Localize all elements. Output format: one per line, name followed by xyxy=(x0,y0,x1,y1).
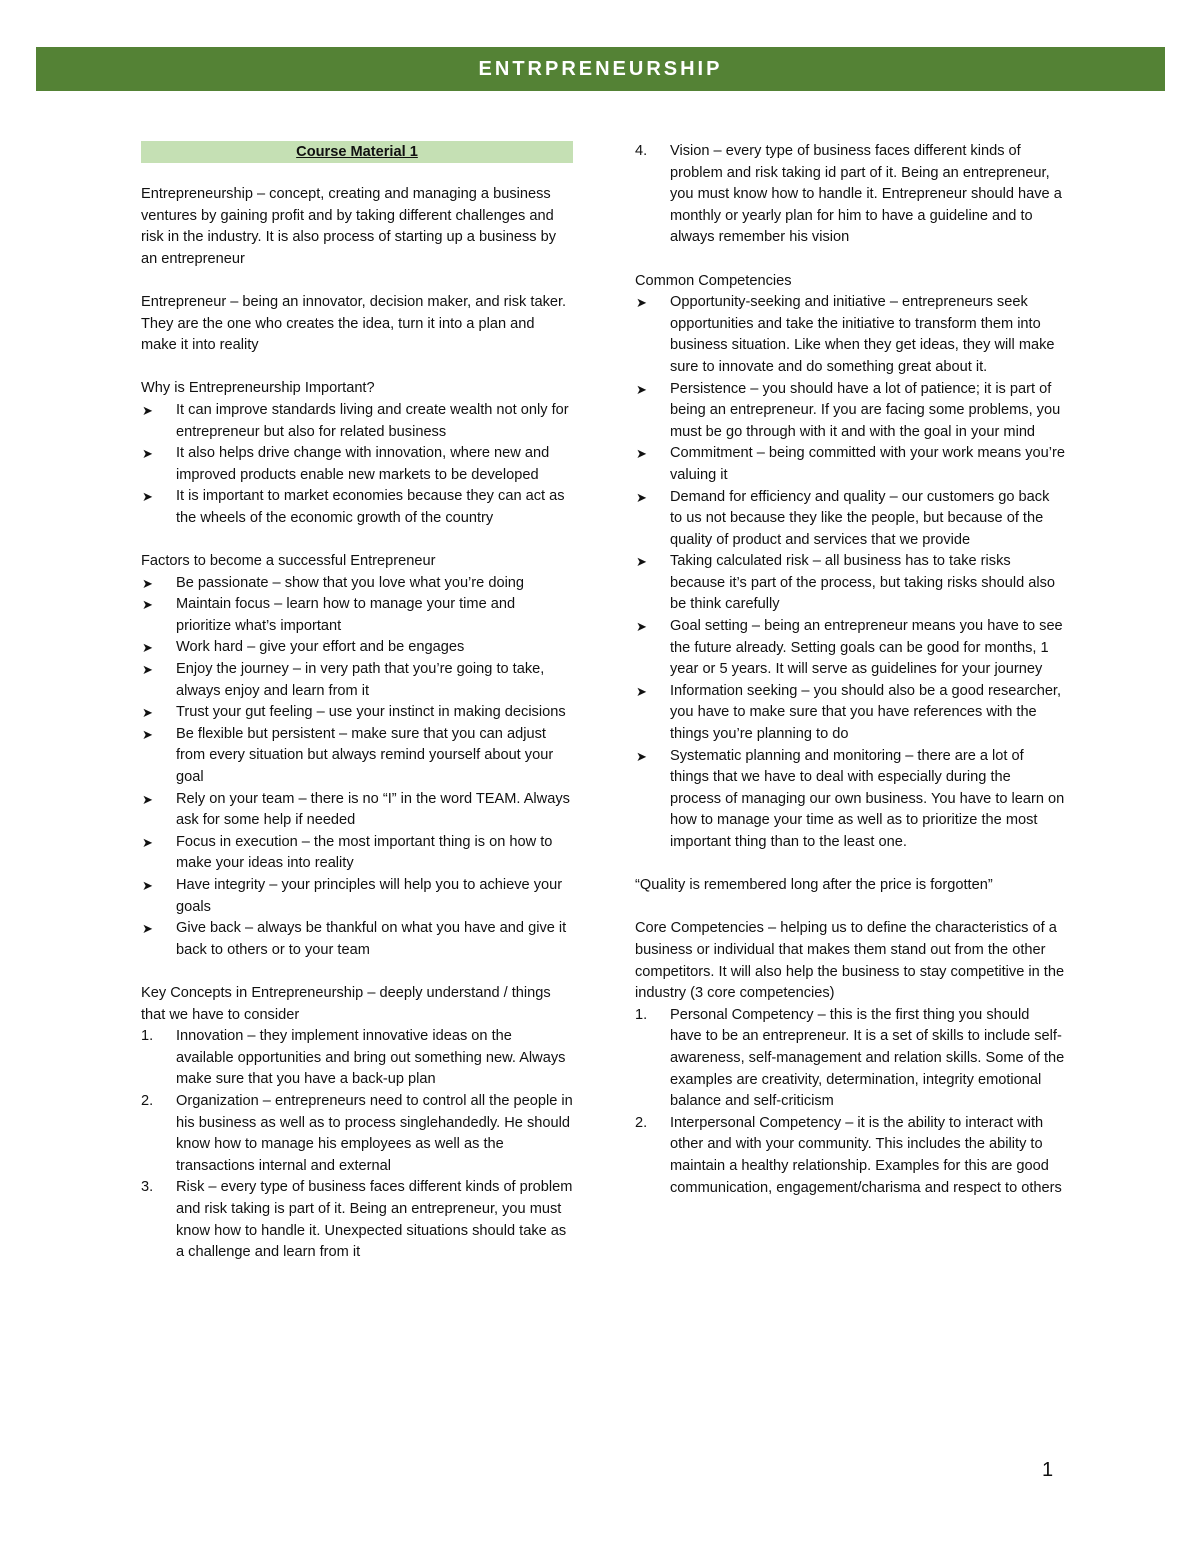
item-number: 1. xyxy=(635,1006,648,1023)
common-competencies-list xyxy=(635,292,1065,853)
list-item xyxy=(141,1026,573,1091)
document-title-banner xyxy=(36,47,1165,91)
item-text: Personal Competency – this is the first thing you should have to be an entrepreneur. It is a set of skills to include self-awareness, self-management and relation skills. Some of the examples are creativity, determination, integrity emotional balance and self-criticism xyxy=(670,1006,1065,1110)
why-list xyxy=(141,400,573,530)
list-item: ➤ Commitment – being committed with your work means you’re valuing it xyxy=(635,443,1065,486)
list-item: ➤ Trust your gut feeling – use your instinct in making decisions xyxy=(141,702,573,724)
item-text: Organization – entrepreneurs need to control all the people in his business as well as to process singlehandedly. He should know how to manage his employees as well as the transactions internal and external xyxy=(176,1092,573,1174)
item-text: Risk – every type of business faces different kinds of problem and risk taking is part of it. Being an entrepreneur, you must know how to handle it. Unexpected situations should take as a challenge and learn from it xyxy=(176,1179,573,1261)
list-item: ➤ Enjoy the journey – in very path that you’re going to take, always enjoy and learn from it xyxy=(141,659,573,702)
list-item: ➤ Taking calculated risk – all business has to take risks because it’s part of the process, but taking risks should also be think carefully xyxy=(635,551,1065,616)
document-title: ENTRPRENEURSHIP xyxy=(478,57,723,80)
list-item: ➤ Maintain focus – learn how to manage your time and prioritize what’s important xyxy=(141,594,573,637)
list-item: ➤ Information seeking – you should also be a good researcher, you have to make sure that you have references with the things you’re planning to do xyxy=(635,681,1065,746)
list-item: ➤ Be passionate – show that you love what you’re doing xyxy=(141,573,573,595)
left-column xyxy=(141,141,573,1264)
item-number: 3. xyxy=(141,1179,154,1196)
item-number: 2. xyxy=(635,1114,648,1131)
list-item: ➤ Be flexible but persistent – make sure that you can adjust from every situation but always remind yourself about your goal xyxy=(141,724,573,789)
item-number: 2. xyxy=(141,1092,154,1109)
item-number: 1. xyxy=(141,1028,154,1045)
key-concepts-heading: Key Concepts in Entrepreneurship – deeply understand / things that we have to consider xyxy=(141,984,551,1023)
page-number: 1 xyxy=(1042,1459,1054,1481)
why-heading: Why is Entrepreneurship Important? xyxy=(141,380,375,397)
list-item: ➤ Systematic planning and monitoring – there are a lot of things that we have to deal with especially during the process of managing our own business. You have to learn on how to manage your time as well as to prioritize the most important thing than to the least one. xyxy=(635,746,1065,854)
list-item: ➤ Work hard – give your effort and be engages xyxy=(141,637,573,659)
item-text: Vision – every type of business faces different kinds of problem and risk taking id part of it. Being an entrepreneur, you must know how to handle it. Entrepreneur should have a monthly or yearly plan for him to have a guideline and to always remember his vision xyxy=(670,143,1062,246)
key-concepts-list-continued xyxy=(635,141,1065,249)
item-text: Innovation – they implement innovative ideas on the available opportunities and bring out something new. Always make sure that you have a back-up plan xyxy=(176,1028,566,1088)
factors-heading: Factors to become a successful Entrepreneur xyxy=(141,553,436,570)
definition-entrepreneur: Entrepreneur – being an innovator, decision maker, and risk taker. They are the one who creates the idea, turn it into a plan and make it into reality xyxy=(141,293,567,354)
list-item: ➤ It is important to market economies because they can act as the wheels of the economic growth of the country xyxy=(141,486,573,529)
item-text: Interpersonal Competency – it is the ability to interact with other and with your community. This includes the ability to maintain a healthy relationship. Examples for this are good communication, engagement/charisma and respect to others xyxy=(670,1114,1062,1196)
factors-list xyxy=(141,573,573,962)
list-item: ➤ Give back – always be thankful on what you have and give it back to others or to your team xyxy=(141,918,573,961)
list-item: ➤ Have integrity – your principles will help you to achieve your goals xyxy=(141,875,573,918)
item-number: 4. xyxy=(635,143,648,159)
list-item: ➤ Opportunity-seeking and initiative – entrepreneurs seek opportunities and take the initiative to transform them into business situation. Like when they get ideas, they will make sure to innovate and do something great about it. xyxy=(635,292,1065,378)
list-item xyxy=(635,1005,1065,1113)
list-item xyxy=(141,1177,573,1263)
list-item: ➤ It also helps drive change with innovation, where new and improved products enable new markets to be developed xyxy=(141,443,573,486)
core-competencies-list xyxy=(635,1005,1065,1199)
quote: “Quality is remembered long after the price is forgotten” xyxy=(635,877,993,894)
list-item: ➤ Demand for efficiency and quality – our customers go back to us not because they like the people, but because of the quality of product and services that we provide xyxy=(635,487,1065,552)
common-competencies-heading: Common Competencies xyxy=(635,272,792,289)
list-item: ➤ Rely on your team – there is no “I” in the word TEAM. Always ask for some help if needed xyxy=(141,789,573,832)
section-title: Course Material 1 xyxy=(141,141,573,163)
key-concepts-list xyxy=(141,1026,573,1264)
list-item xyxy=(141,1091,573,1177)
list-item xyxy=(635,141,1065,249)
right-column xyxy=(635,141,1065,1199)
list-item: ➤ Focus in execution – the most important thing is on how to make your ideas into reality xyxy=(141,832,573,875)
list-item xyxy=(635,1113,1065,1199)
list-item: ➤ Persistence – you should have a lot of patience; it is part of being an entrepreneur. If you are facing some problems, you must be go through with it and with the goal in your mind xyxy=(635,379,1065,444)
list-item: ➤ Goal setting – being an entrepreneur means you have to see the future already. Setting goals can be good for months, 1 year or 5 years. It will serve as guidelines for your journey xyxy=(635,616,1065,681)
core-competencies-heading: Core Competencies – helping us to define the characteristics of a business or individual that makes them stand out from the other competitors. It will also help the business to stay competitive in the industry (3 core competencies) xyxy=(635,920,1065,1002)
list-item: ➤ It can improve standards living and create wealth not only for entrepreneur but also for related business xyxy=(141,400,573,443)
definition-entrepreneurship: Entrepreneurship – concept, creating and managing a business ventures by gaining profit and by taking different challenges and risk in the industry. It is also process of starting up a business by an entrepreneur xyxy=(141,186,557,267)
